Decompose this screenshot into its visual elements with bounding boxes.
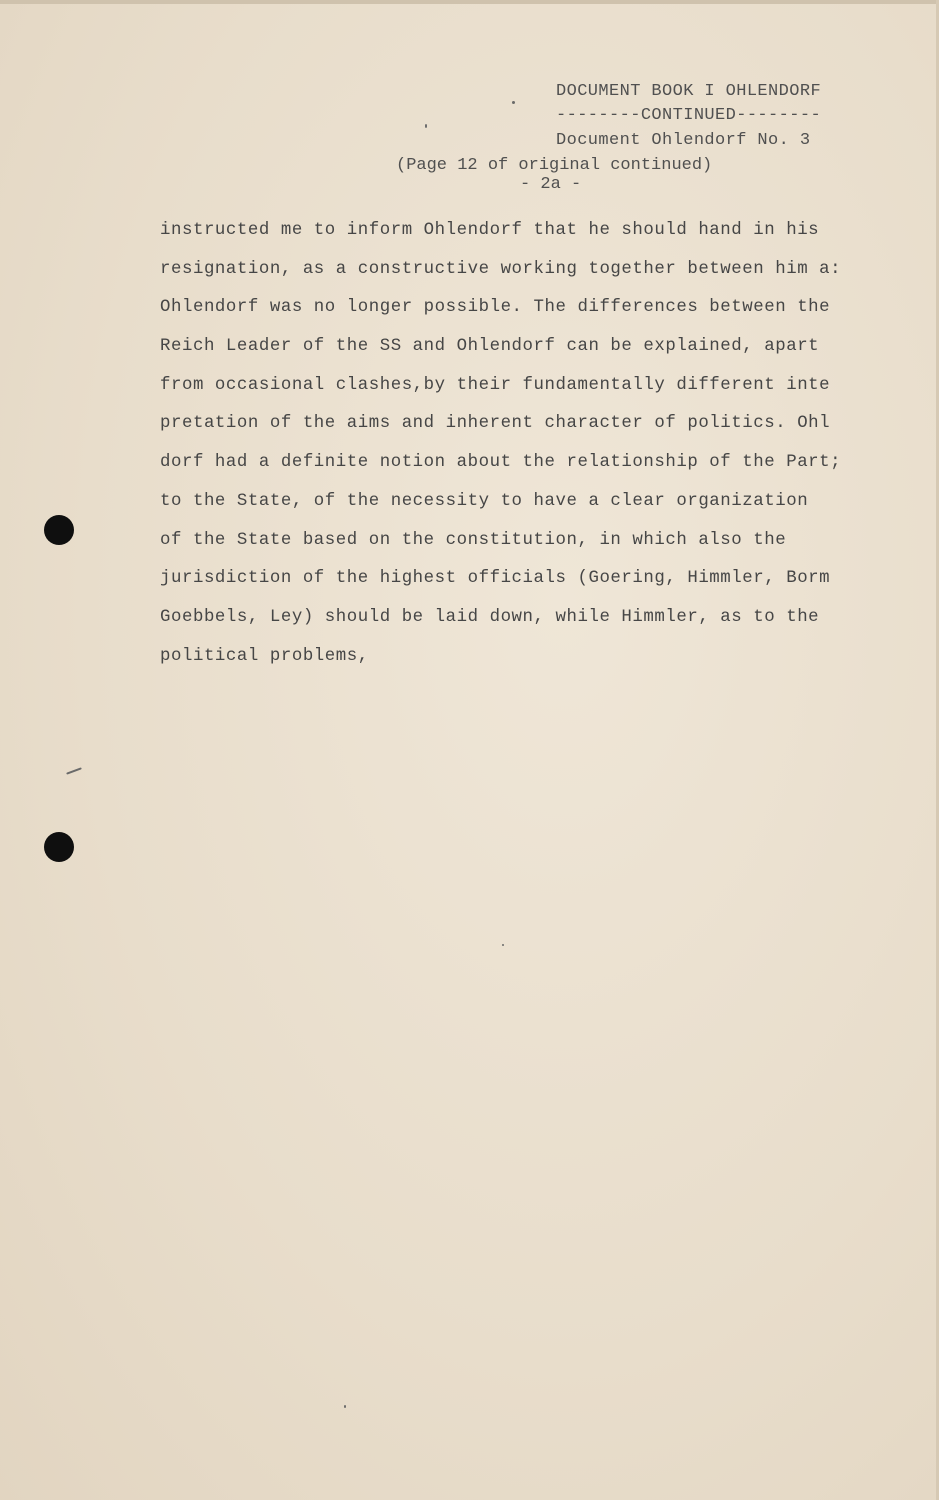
body-line: of the State based on the constitution, in which also the: [160, 530, 787, 550]
body-line: to the State, of the necessity to have a clear organization: [160, 491, 809, 511]
body-line: from occasional clashes,by their fundamentally different inte: [160, 375, 831, 395]
punch-hole: [44, 832, 74, 862]
body-line: instructed me to inform Ohlendorf that he should hand in his: [160, 221, 820, 240]
body-line: jurisdiction of the highest officials (Goering, Himmler, Borm: [160, 569, 831, 589]
continued-label: --------CONTINUED--------: [556, 106, 822, 125]
page-top-edge: [0, 0, 939, 4]
body-line: resignation, as a constructive working together between him a:: [160, 259, 842, 279]
document-book-title: DOCUMENT BOOK I OHLENDORF: [556, 82, 822, 101]
paper-speck: [502, 944, 504, 946]
body-line: Reich Leader of the SS and Ohlendorf can be explained, apart: [160, 337, 820, 357]
body-line: Ohlendorf was no longer possible. The differences between the: [160, 298, 831, 318]
body-line: dorf had a definite notion about the relationship of the Part;: [160, 453, 842, 473]
body-line: Goebbels, Ley) should be laid down, while Himmler, as to the: [160, 607, 820, 627]
page-number: - 2a -: [520, 175, 582, 194]
body-text: [160, 212, 890, 676]
paper-speck: [344, 1405, 346, 1408]
paper-speck: [512, 101, 515, 104]
paper-speck: [425, 124, 427, 128]
punch-hole: [44, 515, 74, 545]
original-page-reference: (Page 12 of original continued): [396, 156, 713, 175]
body-line: pretation of the aims and inherent character of politics. Ohl: [160, 414, 831, 434]
paper-speck: [66, 767, 82, 774]
document-number: Document Ohlendorf No. 3: [556, 131, 811, 150]
body-line: political problems,: [160, 646, 369, 666]
